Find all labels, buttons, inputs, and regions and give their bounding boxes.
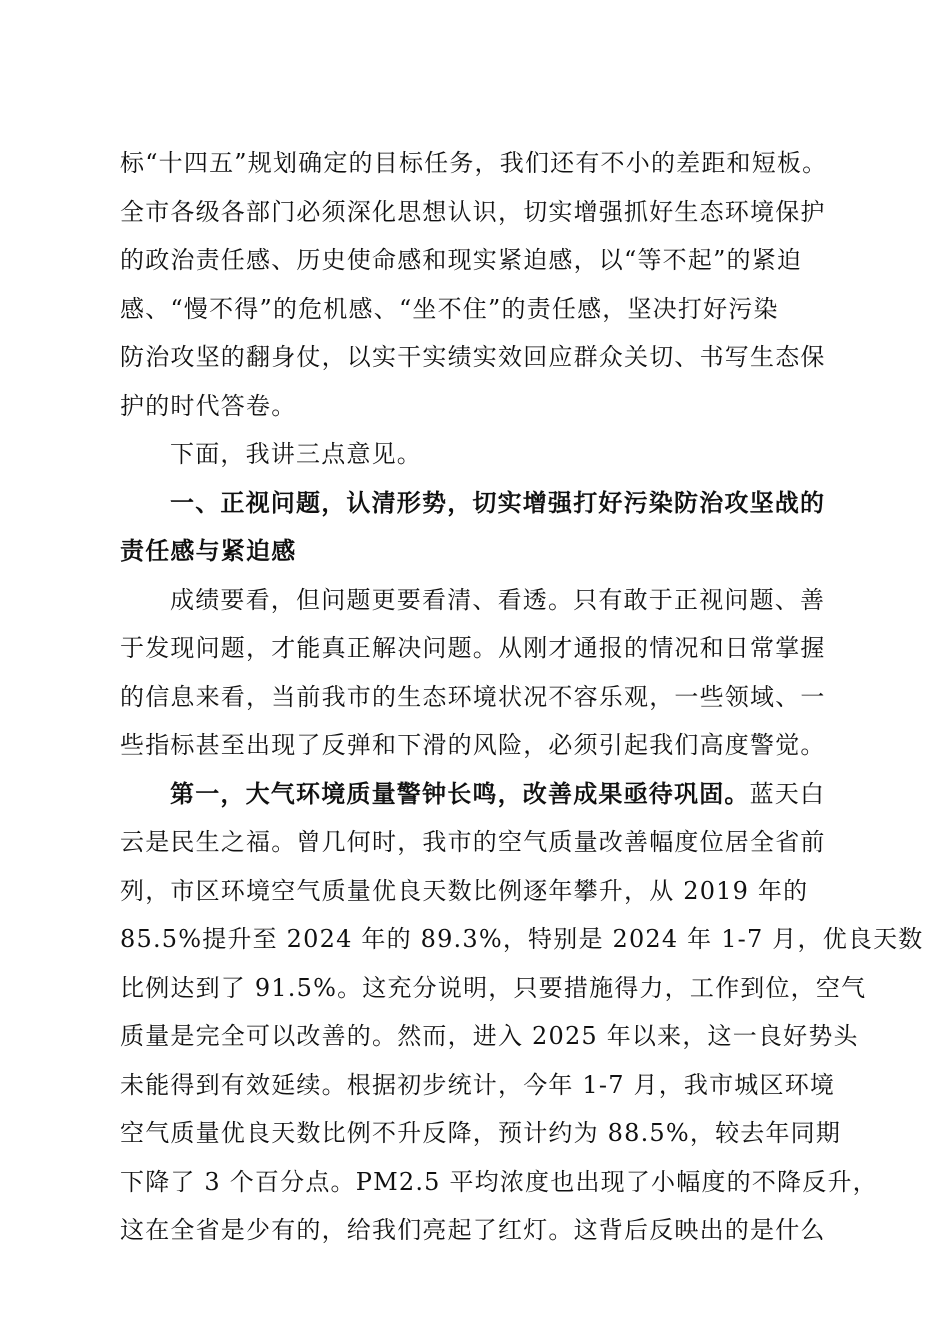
text-line: 这在全省是少有的，给我们亮起了红灯。这背后反映出的是什么 [120, 1216, 826, 1244]
text-line: 全市各级各部门必须深化思想认识，切实增强抓好生态环境保护 [120, 197, 826, 226]
text-line: 比例达到了 91.5%。这充分说明，只要措施得力，工作到位，空气 [120, 973, 867, 1002]
text-line: 云是民生之福。曾几何时，我市的空气质量改善幅度位居全省前 [120, 828, 826, 856]
text-line: 85.5%提升至 2024 年的 89.3%，特别是 2024 年 1-7 月，优良天数 [120, 925, 924, 953]
text-line: 的信息来看，当前我市的生态环境状况不容乐观，一些领域、一 [120, 682, 826, 711]
text-line: 空气质量优良天数比例不升反降，预计约为 88.5%，较去年同期 [120, 1119, 842, 1147]
text-line: 未能得到有效延续。根据初步统计，今年 1-7 月，我市城区环境 [120, 1070, 836, 1099]
section-heading-continued: 责任感与紧迫感 [120, 537, 297, 565]
text-line: 感、“慢不得”的危机感、“坐不住”的责任感，坚决打好污染 [120, 294, 779, 323]
text-line-tail: 蓝天白 [749, 779, 826, 808]
text-line: 护的时代答卷。 [120, 391, 297, 420]
body-text [120, 139, 924, 1255]
text-line: 质量是完全可以改善的。然而，进入 2025 年以来，这一良好势头 [120, 1022, 859, 1050]
text-line: 于发现问题，才能真正解决问题。从刚才通报的情况和日常掌握 [120, 634, 826, 662]
text-line: 下降了 3 个百分点。PM2.5 平均浓度也出现了小幅度的不降反升， [120, 1167, 878, 1196]
text-line: 列，市区环境空气质量优良天数比例逐年攀升，从 2019 年的 [120, 876, 809, 905]
paragraph-start: 下面，我讲三点意见。 [170, 440, 422, 468]
text-line: 的政治责任感、历史使命感和现实紧迫感，以“等不起”的紧迫 [120, 246, 803, 274]
section-heading: 一、正视问题，认清形势，切实增强打好污染防治攻坚战的 [170, 488, 826, 517]
text-line: 些指标甚至出现了反弹和下滑的风险，必须引起我们高度警觉。 [120, 731, 826, 759]
text-line: 标“十四五”规划确定的目标任务，我们还有不小的差距和短板。 [120, 149, 828, 177]
text-line: 防治攻坚的翻身仗，以实干实绩实效回应群众关切、书写生态保 [120, 343, 826, 371]
paragraph-start [120, 770, 832, 819]
lead-sentence: 第一，大气环境质量警钟长鸣，改善成果亟待巩固。 [170, 778, 750, 808]
paragraph-start: 成绩要看，但问题更要看清、看透。只有敢于正视问题、善 [170, 585, 826, 614]
